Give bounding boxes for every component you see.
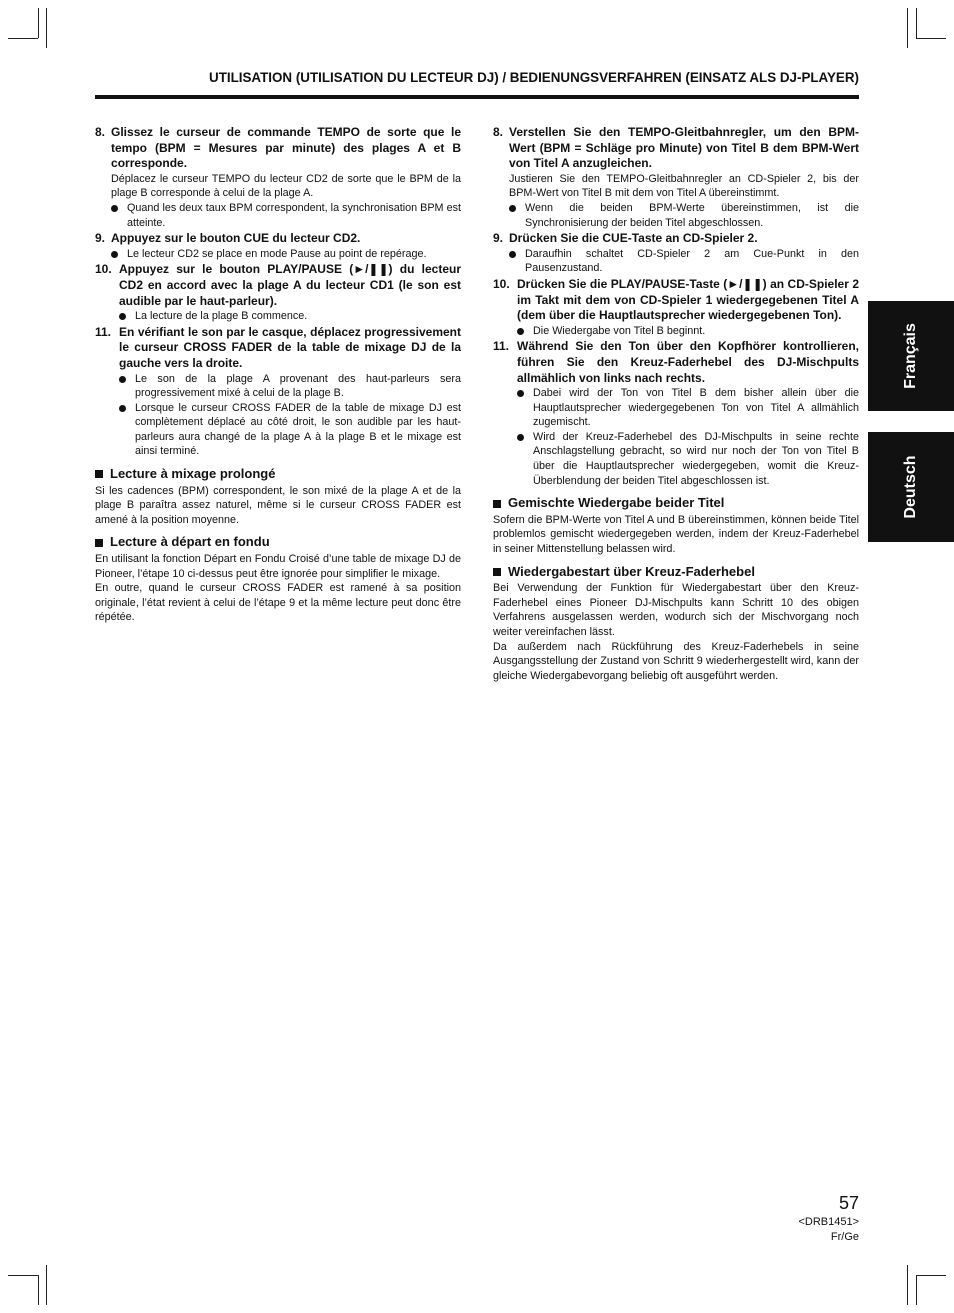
bullet-text: Die Wiedergabe von Titel B beginnt. [533,324,706,337]
section-text: En utilisant la fonction Départ en Fondu Croisé d’une table de mixage DJ de Pioneer, l’étape 10 ci-dessus peut être ignorée pour simplifier le mixage. [95,553,461,580]
step-number: 9. [493,231,504,246]
step-description: Déplacez le curseur TEMPO du lecteur CD2 de sorte que le BPM de la plage B corresponde à celui de la plage A. [111,172,461,200]
bullet-icon [111,205,118,212]
step-8 [95,125,461,172]
bullet-icon [111,251,118,258]
crop-mark [38,1275,39,1305]
page-number: 57 [838,1193,859,1213]
column-german [493,124,859,683]
step-text: Drücken Sie die CUE-Taste an CD-Spieler 2. [509,231,758,246]
bullet-icon [517,390,524,397]
crop-mark [916,8,917,38]
step-text: Appuyez sur le bouton CUE du lecteur CD2. [111,231,361,246]
step-description: Justieren Sie den TEMPO-Gleitbahnregler an CD-Spieler 2, bis der BPM-Wert von Titel B mit dem von Titel A übereinstimmt. [509,172,859,200]
bullet-icon [509,205,516,212]
section-heading [95,467,461,482]
section-title: Lecture à départ en fondu [110,534,270,550]
bullet-item [95,401,461,459]
bullet-item [95,372,461,401]
bullet-text: Quand les deux taux BPM correspondent, la synchronisation BPM est atteinte. [127,201,461,229]
tab-deutsch-label: Deutsch [902,455,919,519]
page-header-title: UTILISATION (UTILISATION DU LECTEUR DJ) / BEDIENUNGSVERFAHREN (EINSATZ ALS DJ-PLAYER) [209,70,859,85]
bullet-item [493,386,859,430]
bullet-icon [119,405,126,412]
step-11 [493,339,859,386]
bullet-item [95,201,461,230]
step-10 [95,262,461,309]
bullet-text: Wird der Kreuz-Faderhebel des DJ-Mischpults in seine rechte Anschlagstellung gebracht, so wird nur noch der Ton von Titel B über die Hauptlautsprecher wiedergegeben, womit die Kreuz-Überblendung der beiden Titel abgeschlossen ist. [533,430,859,487]
bullet-icon [119,376,126,383]
document-language: Fr/Ge [830,1231,859,1243]
bullet-item [95,247,461,262]
crop-mark [916,38,946,39]
crop-mark [46,1265,47,1305]
bullet-item [493,247,859,276]
bullet-text: Lorsque le curseur CROSS FADER de la table de mixage DJ est complètement déplacé au côté droit, le son audible par les haut-parleurs aura changé de la plage A à la plage B et le mixage est ainsi terminé. [135,401,461,458]
square-bullet-icon [493,500,501,508]
step-text: Verstellen Sie den TEMPO-Gleitbahnregler, um den BPM-Wert (BPM = Schläge pro Minute) von Titel B dem BPM-Wert von Titel A anzugleichen. [509,125,859,171]
crop-mark [8,38,38,39]
step-10 [493,277,859,324]
step-text: En vérifiant le son par le casque, déplacez progressivement le curseur CROSS FADER de la table de mixage DJ de la gauche vers la droite. [119,324,461,370]
step-text: Drücken Sie die PLAY/PAUSE-Taste (►/❚❚) an CD-Spieler 2 im Takt mit dem von CD-Spieler 1 wiedergegebenen Titel A (dem über die Hauptlautsprecher wiedergegebenen Ton). [517,276,859,323]
step-text: Glissez le curseur de commande TEMPO de sorte que le tempo (BPM = Mesures par minute) des plages A et B corresponde. [111,125,461,171]
document-code [798,1215,859,1245]
section-text: Da außerdem nach Rückführung des Kreuz-Faderhebels in seine Ausgangsstellung der Zustand von Schritt 9 wiederhergestellt wird, kann der gleiche Wiedergabevorgang beliebig oft ausgeführt werden. [493,640,859,682]
crop-mark [916,1275,946,1276]
step-number: 8. [95,125,106,139]
crop-mark [46,8,47,48]
crop-mark [38,8,39,38]
tab-francais-label: Français [902,323,919,389]
section-text: En outre, quand le curseur CROSS FADER est ramené à sa position originale, l’état revient à celui de l’étape 9 et la même lecture peut donc être répétée. [95,582,461,624]
section-text: Sofern die BPM-Werte von Titel A und B übereinstimmen, können beide Titel problemlos gemischt wiedergegeben werden, indem der Kreuz-Faderhebel in seiner Mittenstellung belassen wird. [493,513,859,556]
tab-deutsch [868,432,954,542]
bullet-icon [119,313,126,320]
step-8 [493,125,859,172]
bullet-text: Daraufhin schaltet CD-Spieler 2 am Cue-Punkt in den Pausenzustand. [525,247,859,275]
bullet-text: Wenn die beiden BPM-Werte übereinstimmen, ist die Synchronisierung der beiden Titel abgeschlossen. [525,201,859,229]
square-bullet-icon [493,568,501,576]
crop-mark [907,8,908,48]
crop-mark [8,1275,38,1276]
bullet-text: Le lecteur CD2 se place en mode Pause au point de repérage. [127,247,427,260]
crop-mark [916,1275,917,1305]
square-bullet-icon [95,470,103,478]
section-title: Wiedergabestart über Kreuz-Faderhebel [508,563,755,579]
document-code-id: <DRB1451> [798,1216,859,1228]
step-9 [95,231,461,247]
step-number: 10. [95,262,112,277]
bullet-icon [509,251,516,258]
section-heading [493,565,859,580]
bullet-item [493,430,859,488]
section-title: Lecture à mixage prolongé [110,466,276,482]
bullet-text: La lecture de la plage B commence. [135,310,308,323]
step-number: 11. [95,324,112,339]
bullet-item [493,324,859,339]
step-number: 10. [493,276,510,291]
step-9 [493,231,859,247]
section-title: Gemischte Wiedergabe beider Titel [508,495,725,511]
section-heading [95,535,461,550]
bullet-item [493,201,859,230]
step-number: 11. [493,339,510,354]
crop-mark [907,1265,908,1305]
bullet-text: Dabei wird der Ton von Titel B dem bisher allein über die Hauptlautsprecher wiedergegebenen Ton von Titel A allmählich zugemischt. [533,387,859,429]
section-heading [493,496,859,511]
step-number: 8. [493,125,504,139]
section-text: Si les cadences (BPM) correspondent, le son mixé de la plage A et de la plage B paraîtra assez naturel, même si le curseur CROSS FADER est amené à la position moyenne. [95,484,461,526]
step-text: Während Sie den Ton über den Kopfhörer kontrollieren, führen Sie den Kreuz-Faderhebel des DJ-Mischpults allmählich von links nach rechts. [517,339,859,385]
section-text: Bei Verwendung der Funktion für Wiedergabestart über den Kreuz-Faderhebel eines Pioneer DJ-Mischpults kann Schritt 10 des obigen Verfahrens ausgelassen werden, wodurch sich der Mischvorgang noch weiter vereinfachen lässt. [493,582,859,638]
header-rule [95,95,859,99]
bullet-item [95,309,461,324]
bullet-icon [517,328,524,335]
bullet-icon [517,434,524,441]
bullet-text: Le son de la plage A provenant des haut-parleurs sera progressivement mixé à celui de la plage B. [135,372,461,400]
square-bullet-icon [95,539,103,547]
tab-francais [868,301,954,411]
step-text: Appuyez sur le bouton PLAY/PAUSE (►/❚❚) du lecteur CD2 en accord avec la plage A du lecteur CD1 (le son est audible par le haut-parleur). [119,262,461,308]
step-number: 9. [95,231,106,246]
step-11 [95,325,461,372]
column-french [95,124,461,625]
